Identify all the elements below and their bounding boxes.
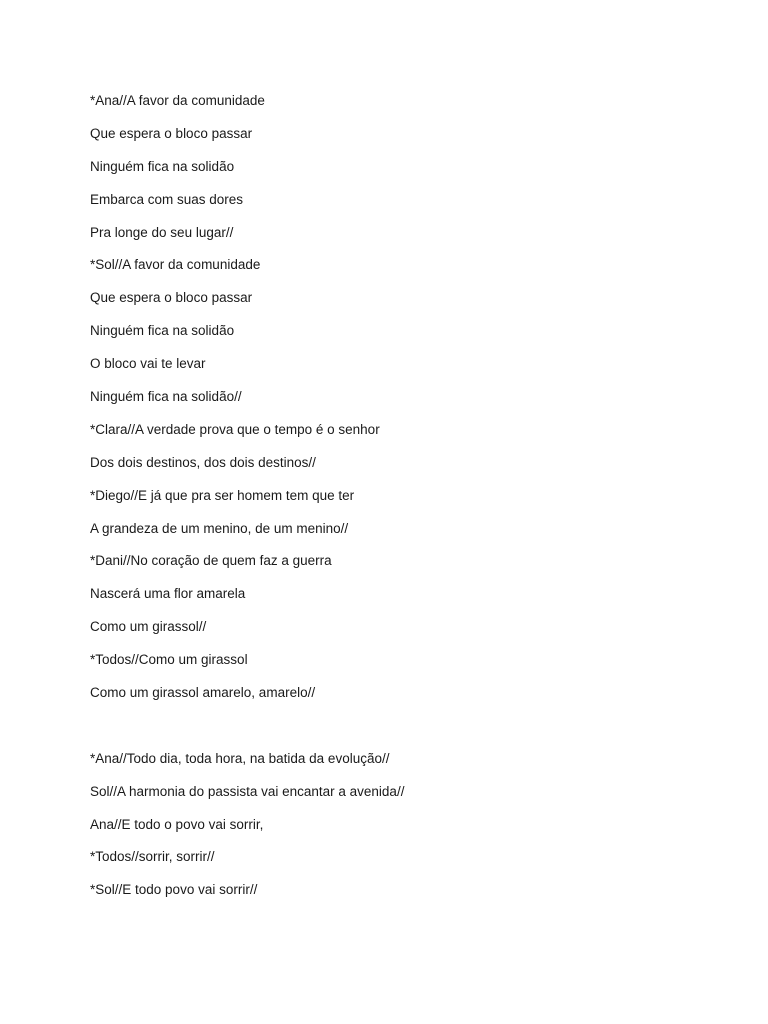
lyric-line: Ninguém fica na solidão//	[90, 389, 242, 405]
lyric-line: Que espera o bloco passar	[90, 125, 253, 141]
lyric-line: A grandeza de um menino, de um menino//	[90, 520, 349, 536]
lyric-line: Sol//A harmonia do passista vai encantar a avenida//	[90, 783, 405, 799]
lyric-line: *Ana//Todo dia, toda hora, na batida da evolução//	[90, 750, 390, 766]
lyric-line: *Sol//E todo povo vai sorrir//	[90, 882, 258, 898]
lyric-line: *Sol//A favor da comunidade	[90, 257, 261, 273]
lyric-line: *Clara//A verdade prova que o tempo é o senhor	[90, 421, 380, 437]
lyric-line: Nascerá uma flor amarela	[90, 586, 246, 602]
lyric-line: Dos dois destinos, dos dois destinos//	[90, 454, 316, 470]
lyric-line: *Dani//No coração de quem faz a guerra	[90, 553, 332, 569]
lyric-line: Embarca com suas dores	[90, 191, 244, 207]
lyric-line: Ana//E todo o povo vai sorrir,	[90, 816, 264, 832]
lyric-line: Pra longe do seu lugar//	[90, 224, 234, 240]
lyric-line: Como um girassol//	[90, 619, 207, 635]
lyric-line: *Todos//sorrir, sorrir//	[90, 849, 215, 865]
lyric-line: *Todos//Como um girassol	[90, 652, 248, 668]
lyric-line: Como um girassol amarelo, amarelo//	[90, 685, 316, 701]
lyric-line: Ninguém fica na solidão	[90, 158, 235, 174]
lyric-line: O bloco vai te levar	[90, 356, 206, 372]
lyrics-body	[90, 92, 730, 914]
stanza-break	[90, 717, 730, 750]
lyric-line: *Ana//A favor da comunidade	[90, 93, 265, 108]
lyric-line: Que espera o bloco passar	[90, 290, 253, 306]
lyric-line: Ninguém fica na solidão	[90, 323, 235, 339]
lyric-line: *Diego//E já que pra ser homem tem que ter	[90, 487, 355, 503]
